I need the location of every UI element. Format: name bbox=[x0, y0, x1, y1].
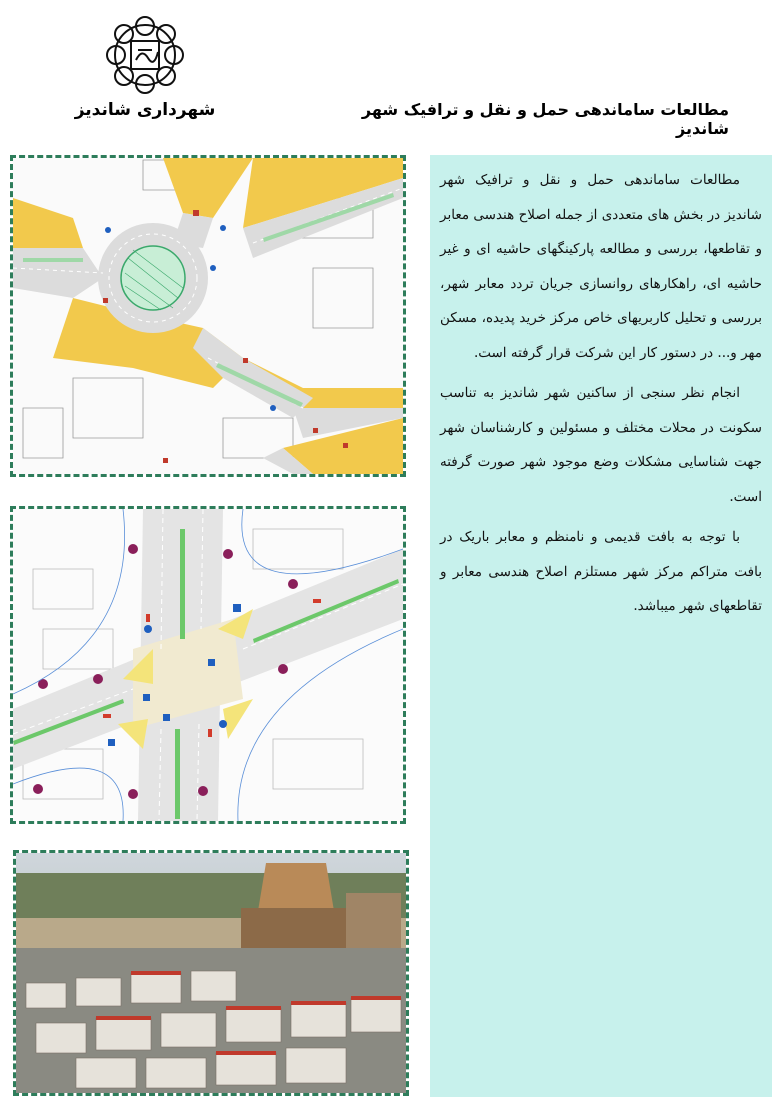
intersection-plan-drawing bbox=[13, 509, 403, 821]
municipality-logo bbox=[100, 10, 190, 100]
aerial-city-photo bbox=[16, 853, 406, 1093]
paragraph-3: با توجه به بافت قدیمی و نامنظم و معابر باریک در بافت متراکم مرکز شهر مستلزم اصلاح هندسی معابر و تقاطعهای شهر میباشد. bbox=[440, 529, 762, 614]
paragraph-1: مطالعات ساماندهی حمل و نقل و ترافیک شهر شاندیز در بخش های متعددی از جمله اصلاح هندسی معابر و تقاطعها، بررسی و مطالعه پارکینگهای حاشیه ای و غیر حاشیه ای، راهکارهای روانسازی جریان تردد معابر شهر، بررسی و تحلیل کاربریهای خاص مرکز خرید پدیده، مسکن مهر و... در دستور کار این شرکت قرار گرفته است. bbox=[440, 172, 762, 361]
document-title: مطالعات ساماندهی حمل و نقل و ترافیک شهر شاندیز bbox=[361, 100, 729, 138]
aerial-city-photo-figure bbox=[13, 850, 409, 1096]
roundabout-plan-drawing bbox=[13, 158, 403, 474]
description-textbox bbox=[430, 155, 772, 1097]
roundabout-plan-figure bbox=[10, 155, 406, 477]
shandiz-municipality-seal-icon bbox=[100, 10, 190, 100]
paragraph-2: انجام نظر سنجی از ساکنین شهر شاندیز به تناسب سکونت در محلات مختلف و مسئولین و کارشناسان شهر جهت شناسایی مشکلات وضع موجود شهر صورت گرفته است. bbox=[440, 385, 762, 505]
org-title: شهرداری شاندیز bbox=[74, 100, 216, 120]
intersection-plan-figure bbox=[10, 506, 406, 824]
